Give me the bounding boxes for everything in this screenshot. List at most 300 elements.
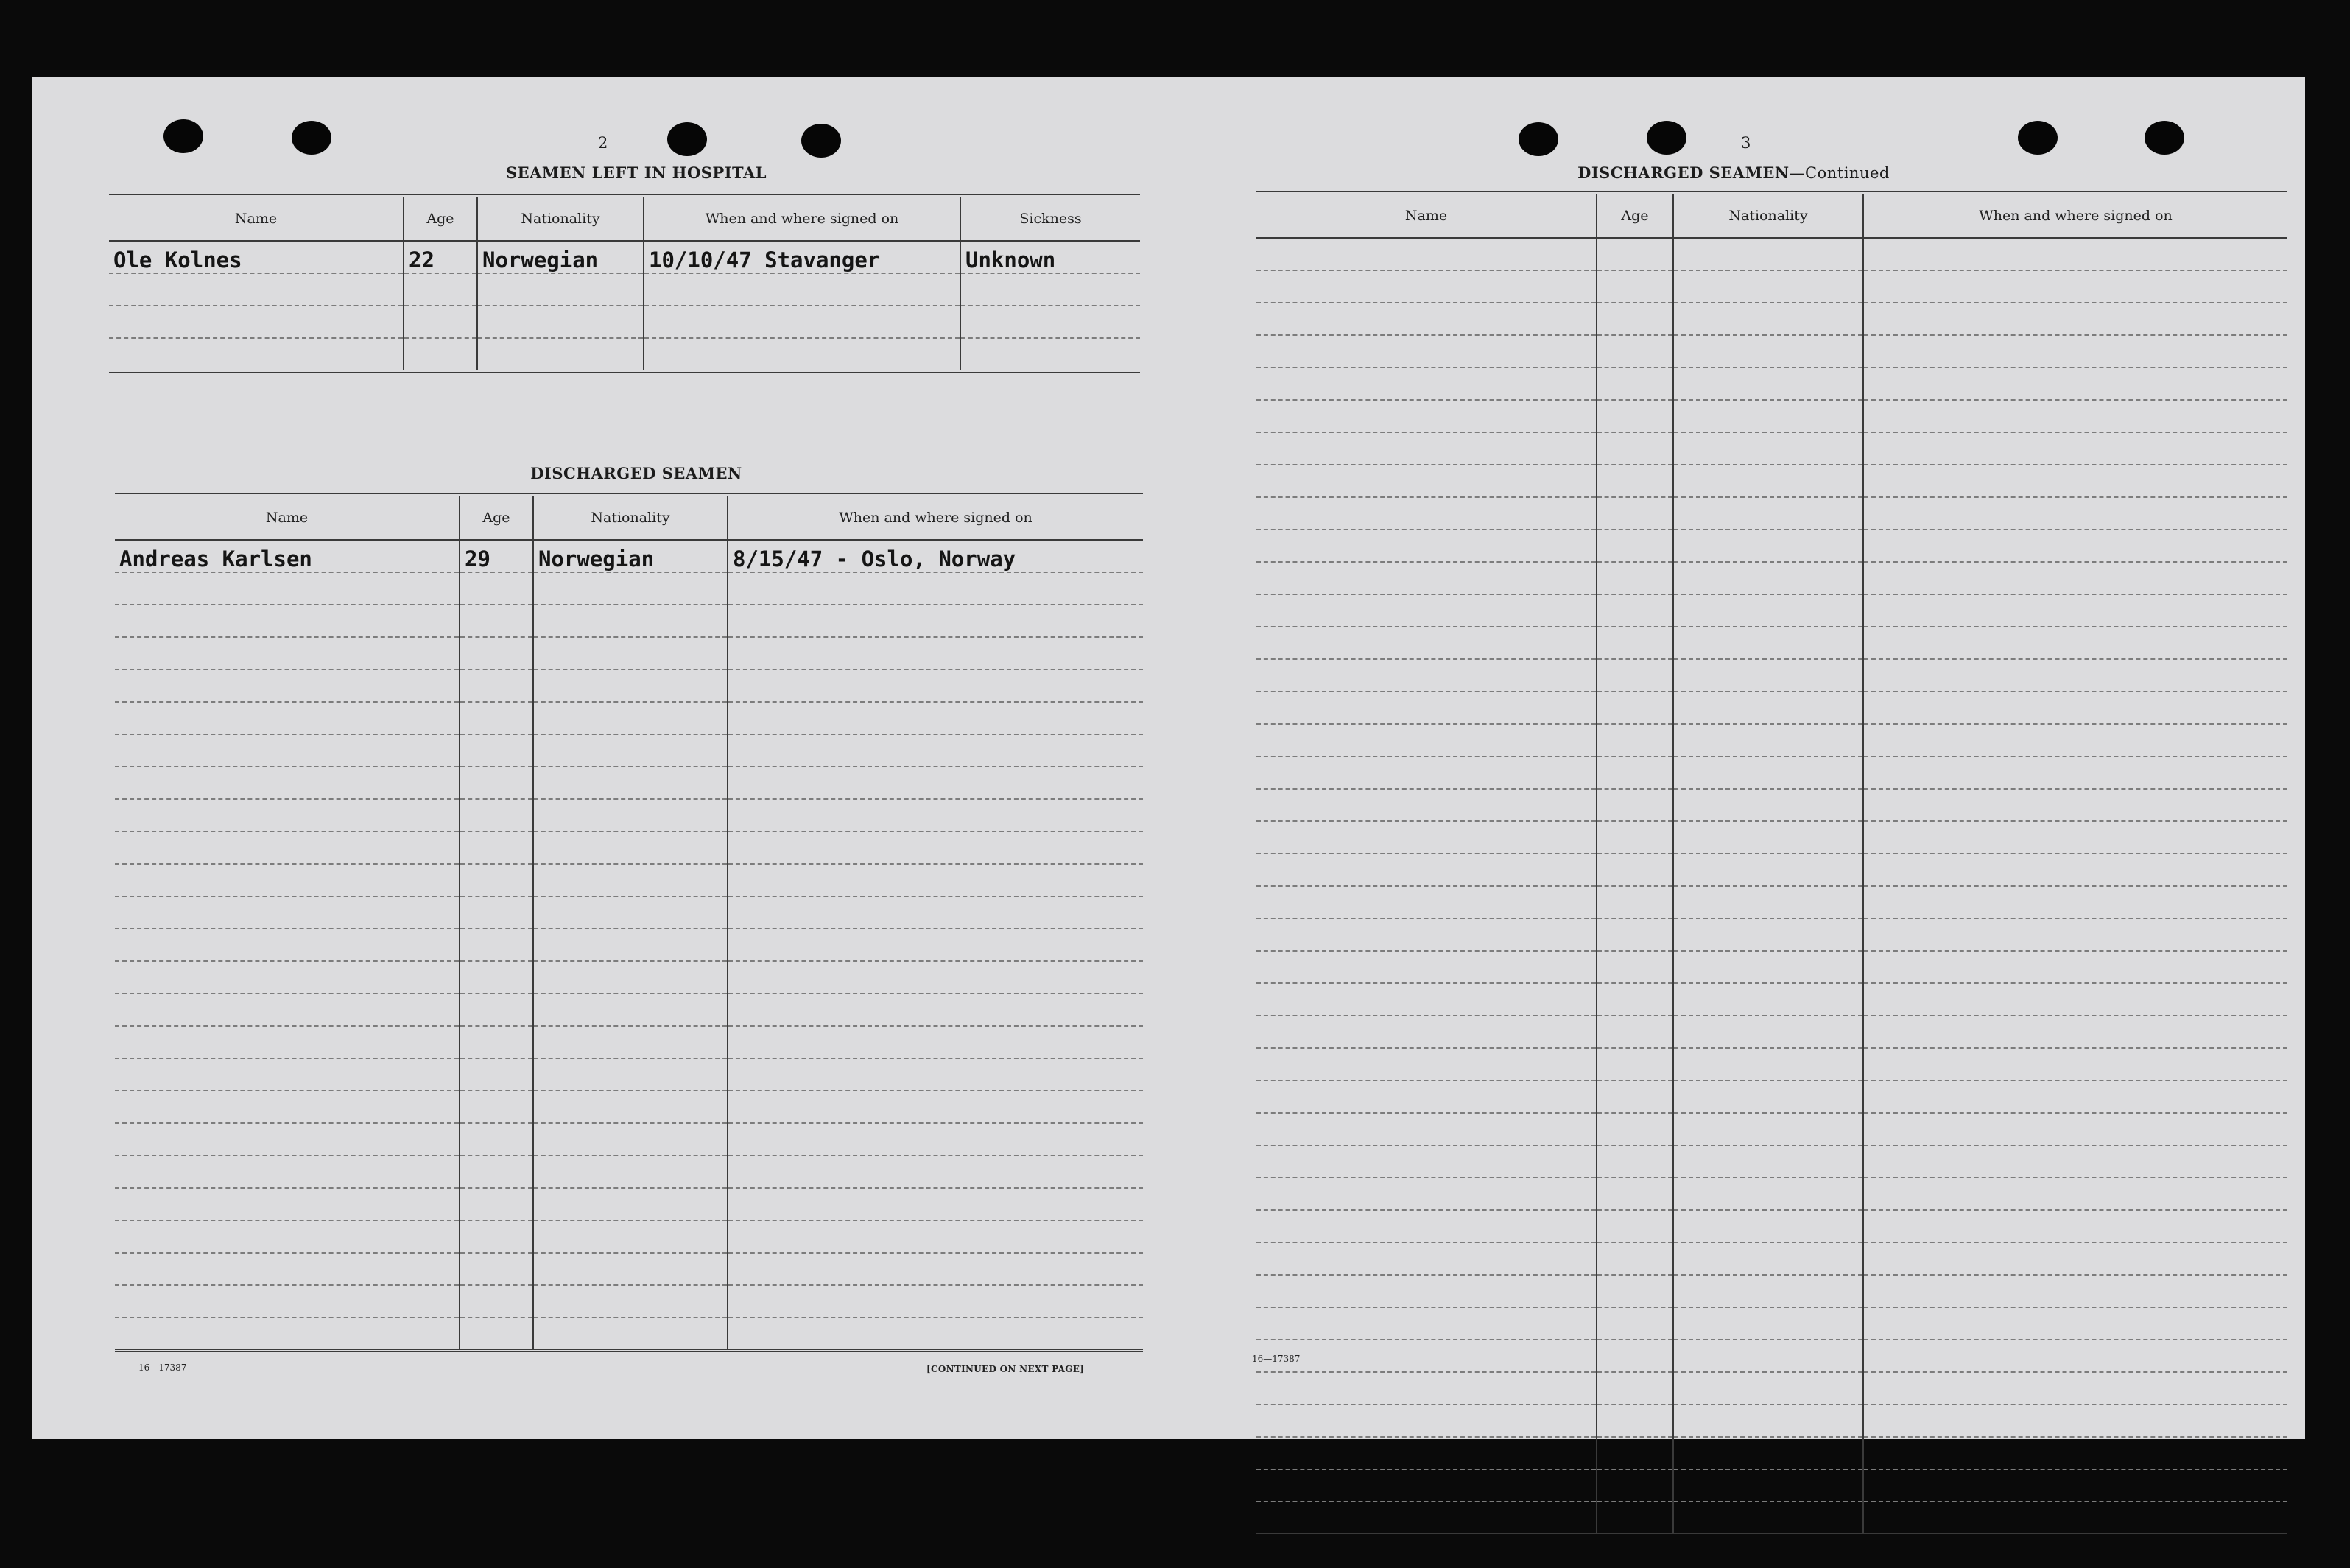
table-row [115,1026,1143,1058]
table-cell [115,1318,460,1351]
table-row [115,1156,1143,1188]
table-cell [533,1026,728,1058]
table-cell [1256,1307,1597,1340]
column-header: Age [1597,193,1673,238]
table-cell [1863,1178,2287,1210]
table-cell [1673,368,1863,400]
table-cell [1597,400,1673,432]
table-cell: Andreas Karlsen [115,540,460,572]
table-cell [1863,1113,2287,1145]
table-cell [460,832,533,864]
column-header: Nationality [533,495,728,540]
table-cell [1597,1210,1673,1242]
table-cell [728,1123,1143,1156]
table-cell [960,306,1140,338]
table-cell [1673,918,1863,951]
table-cell [115,1123,460,1156]
table-cell [1256,918,1597,951]
table-cell [460,1285,533,1318]
table-cell [1597,270,1673,303]
table-cell [1597,530,1673,562]
table-cell [1673,1178,1863,1210]
table-cell [1673,951,1863,983]
table-cell: Norwegian [533,540,728,572]
table-cell: 10/10/47 Stavanger [644,241,960,273]
table-cell [1256,854,1597,886]
table-row [115,1220,1143,1253]
table-cell [115,637,460,669]
table-cell [115,1026,460,1058]
table-cell [1597,983,1673,1016]
table-cell [728,702,1143,734]
table-cell [1256,1145,1597,1178]
table-row [1256,821,2287,854]
table-cell [728,1156,1143,1188]
table-cell [460,702,533,734]
table-row [1256,335,2287,368]
punch-hole [801,124,841,158]
table-cell [115,929,460,961]
table-cell [115,702,460,734]
table-cell [1863,692,2287,724]
table-cell [728,864,1143,896]
table-cell [728,734,1143,767]
table-cell [1863,238,2287,270]
table-cell [960,338,1140,371]
table-cell [728,799,1143,832]
table-row [1256,238,2287,270]
table-cell [1673,1437,1863,1469]
table-cell [728,994,1143,1026]
table-row [1256,497,2287,530]
table-cell [1256,432,1597,465]
table-cell [115,572,460,605]
table-cell [1256,1275,1597,1307]
table-cell [460,1318,533,1351]
table-cell [533,1123,728,1156]
table-row [115,637,1143,669]
table-cell [1256,270,1597,303]
table-cell [728,767,1143,799]
title-suffix: —Continued [1789,164,1890,182]
table-cell [1863,562,2287,594]
table-cell [115,896,460,929]
punch-hole [163,119,203,153]
table-cell [1863,270,2287,303]
table-row [1256,1404,2287,1437]
table-cell [460,896,533,929]
column-header: When and where signed on [728,495,1143,540]
table-cell [1597,1016,1673,1048]
table-cell: 8/15/47 - Oslo, Norway [728,540,1143,572]
table-cell [115,799,460,832]
table-cell [1597,724,1673,756]
table-cell [1256,400,1597,432]
table-cell [1256,821,1597,854]
table-cell [728,896,1143,929]
table-cell [533,994,728,1026]
table-cell [1673,530,1863,562]
page-number: 2 [598,134,608,152]
table-cell [109,338,404,371]
table-cell [1673,1080,1863,1113]
table-cell [1256,1437,1597,1469]
table-cell [1597,465,1673,497]
table-cell [1256,497,1597,530]
table-cell [1597,368,1673,400]
table-cell [533,1188,728,1220]
column-header: Age [404,196,477,241]
table-cell [460,1253,533,1285]
hospital-section-title: SEAMEN LEFT IN HOSPITAL [505,164,767,182]
table-cell [1597,1502,1673,1535]
table-cell [1673,1372,1863,1404]
table-cell [1256,886,1597,918]
table-cell [1597,1242,1673,1275]
table-cell [1673,594,1863,627]
table-cell [460,864,533,896]
table-cell [533,767,728,799]
table-cell [460,572,533,605]
form-number: 16—17387 [138,1363,187,1373]
table-cell [1673,497,1863,530]
table-row [1256,951,2287,983]
table-cell [1256,1340,1597,1372]
table-row [115,669,1143,702]
table-row [115,1253,1143,1285]
table-row [1256,530,2287,562]
punch-hole [2018,121,2058,155]
table-cell [460,961,533,994]
table-cell [115,832,460,864]
table-row [1256,1275,2287,1307]
table-row [109,306,1140,338]
table-cell [460,1123,533,1156]
table-cell [1673,335,1863,368]
table-cell [1673,1469,1863,1502]
table-cell [728,1091,1143,1123]
table-row [115,929,1143,961]
table-cell [1256,627,1597,659]
table-cell [1256,238,1597,270]
table-cell [1256,1372,1597,1404]
table-row [1256,886,2287,918]
table-cell [533,669,728,702]
table-cell [115,1188,460,1220]
table-cell [1256,951,1597,983]
punch-hole [1519,122,1558,156]
column-header: Nationality [1673,193,1863,238]
punch-hole [2145,121,2184,155]
table-row [115,961,1143,994]
table-cell [477,306,644,338]
table-cell [1863,983,2287,1016]
table-cell [1863,659,2287,692]
table-row [1256,692,2287,724]
table-cell [1863,594,2287,627]
table-row [1256,1242,2287,1275]
table-cell [1863,465,2287,497]
table-cell [460,1091,533,1123]
table-cell [115,1285,460,1318]
table-row [1256,1437,2287,1469]
table-row [1256,1340,2287,1372]
table-cell [1863,951,2287,983]
left-page [32,77,1167,1439]
table-row [115,896,1143,929]
table-cell [404,306,477,338]
column-header: Name [1256,193,1597,238]
table-cell [1597,1437,1673,1469]
table-cell [1673,238,1863,270]
table-cell [1673,1113,1863,1145]
table-cell [1863,821,2287,854]
table-row [1256,432,2287,465]
discharged-table [115,493,1143,1352]
table-cell [533,1318,728,1351]
table-cell [1597,1307,1673,1340]
column-header: Nationality [477,196,644,241]
table-row [115,799,1143,832]
table-cell [960,273,1140,306]
table-row [1256,1502,2287,1535]
table-row [115,832,1143,864]
table-cell [1597,1080,1673,1113]
table-cell [728,1318,1143,1351]
table-cell [460,669,533,702]
table-cell [460,637,533,669]
table-cell [1597,1178,1673,1210]
table-cell [1256,368,1597,400]
table-row [1256,270,2287,303]
table-cell [533,961,728,994]
table-row [115,1123,1143,1156]
table-cell [1673,692,1863,724]
table-cell [1256,530,1597,562]
table-cell [460,767,533,799]
table-cell [533,864,728,896]
table-cell [1256,594,1597,627]
discharged-continued-title [1505,164,1962,182]
continued-note: [CONTINUED ON NEXT PAGE] [926,1364,1085,1374]
table-cell [728,1285,1143,1318]
table-cell [644,273,960,306]
table-cell [533,799,728,832]
table-row [115,994,1143,1026]
table-cell [1597,1404,1673,1437]
table-cell [460,734,533,767]
table-cell [1863,1340,2287,1372]
table-cell [1256,335,1597,368]
punch-hole [1647,121,1686,155]
table-row [115,572,1143,605]
table-row [1256,465,2287,497]
table-cell [115,1220,460,1253]
column-header: Sickness [960,196,1140,241]
table-row [1256,854,2287,886]
table-cell [1863,1242,2287,1275]
table-cell [644,306,960,338]
table-cell [1863,756,2287,789]
table-cell [728,605,1143,637]
table-cell: Norwegian [477,241,644,273]
table-row [1256,983,2287,1016]
table-row [115,1058,1143,1091]
table-cell [1673,270,1863,303]
table-cell [460,1058,533,1091]
table-row [1256,627,2287,659]
table-row [1256,1080,2287,1113]
table-row [1256,1469,2287,1502]
table-cell [728,929,1143,961]
table-cell [1597,951,1673,983]
ledger-sheet [32,77,2305,1439]
table-cell [533,1156,728,1188]
table-cell [1256,724,1597,756]
table-cell [1256,692,1597,724]
table-row [1256,400,2287,432]
table-cell [1597,1145,1673,1178]
table-cell [1256,1048,1597,1080]
title-main: DISCHARGED SEAMEN [1577,164,1790,182]
table-row [115,605,1143,637]
table-cell [1673,432,1863,465]
page-number: 3 [1741,134,1751,152]
table-cell [1256,1113,1597,1145]
table-row [1256,1210,2287,1242]
table-cell [1863,1404,2287,1437]
table-cell [1863,854,2287,886]
punch-hole [292,121,331,155]
table-cell [728,1058,1143,1091]
table-row [115,1318,1143,1351]
discharged-section-title: DISCHARGED SEAMEN [530,464,742,482]
table-row [1256,303,2287,335]
table-cell [1863,789,2287,821]
table-cell [1597,1340,1673,1372]
table-cell [644,338,960,371]
table-cell [1863,918,2287,951]
table-cell [115,1253,460,1285]
table-cell [728,572,1143,605]
table-cell [460,1026,533,1058]
table-cell [115,767,460,799]
table-cell [1256,1242,1597,1275]
table-row [1256,1113,2287,1145]
table-cell [1863,1372,2287,1404]
table-cell [1863,530,2287,562]
table-row [1256,1145,2287,1178]
table-cell [404,338,477,371]
column-header: Name [115,495,460,540]
right-page [1211,77,2305,1439]
table-row [109,241,1140,273]
table-cell [728,637,1143,669]
table-cell [728,961,1143,994]
table-cell [1863,432,2287,465]
table-cell [533,1253,728,1285]
table-cell [1597,432,1673,465]
table-row [1256,659,2287,692]
table-cell [1673,724,1863,756]
table-row [109,273,1140,306]
table-cell [728,1253,1143,1285]
table-cell [109,306,404,338]
table-cell [1256,465,1597,497]
table-cell [477,273,644,306]
table-row [1256,562,2287,594]
table-cell [533,734,728,767]
table-cell [1597,562,1673,594]
table-cell: Ole Kolnes [109,241,404,273]
table-cell [1863,497,2287,530]
table-cell [1863,1437,2287,1469]
table-cell [1863,724,2287,756]
table-row [1256,724,2287,756]
table-cell [1256,562,1597,594]
table-cell: Unknown [960,241,1140,273]
table-cell [1256,1080,1597,1113]
table-cell [1673,1016,1863,1048]
table-cell [533,929,728,961]
table-cell [728,1220,1143,1253]
table-cell [1673,1502,1863,1535]
form-number: 16—17387 [1252,1354,1301,1364]
table-cell [1863,1145,2287,1178]
table-cell [1673,627,1863,659]
table-cell [115,864,460,896]
table-cell [1673,303,1863,335]
table-cell [1673,1404,1863,1437]
table-cell [1597,789,1673,821]
table-cell [533,1091,728,1123]
table-cell [1597,594,1673,627]
table-cell [404,273,477,306]
table-cell [115,605,460,637]
table-row [115,702,1143,734]
table-cell [460,994,533,1026]
table-row [109,338,1140,371]
table-cell [1673,854,1863,886]
table-cell [533,605,728,637]
table-cell [1673,1242,1863,1275]
table-cell [460,1188,533,1220]
table-cell [1673,562,1863,594]
table-row [1256,918,2287,951]
table-row [1256,1307,2287,1340]
table-cell [1597,1048,1673,1080]
table-row [1256,594,2287,627]
table-cell [460,1220,533,1253]
table-cell [115,1091,460,1123]
table-cell [1597,886,1673,918]
hospital-table [109,194,1140,373]
table-cell [1597,1113,1673,1145]
table-cell [1863,1080,2287,1113]
table-cell [1256,756,1597,789]
table-cell [1256,789,1597,821]
table-cell [1597,854,1673,886]
table-cell [1597,1372,1673,1404]
table-row [1256,1048,2287,1080]
table-cell [533,896,728,929]
table-row [115,767,1143,799]
table-cell [1673,400,1863,432]
table-row [115,1188,1143,1220]
table-cell [1673,659,1863,692]
table-cell [1256,1502,1597,1535]
table-cell [533,702,728,734]
